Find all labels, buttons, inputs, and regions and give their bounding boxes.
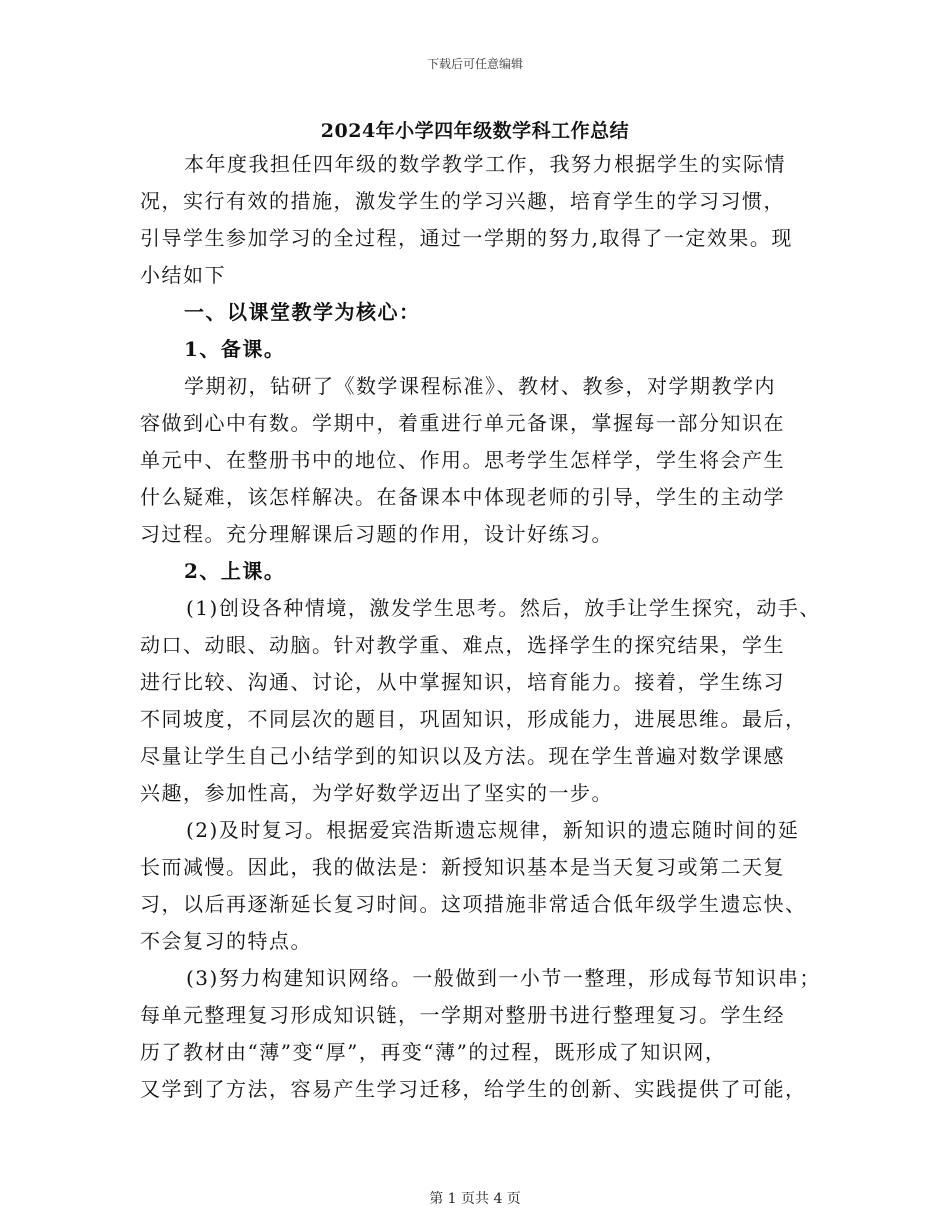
paragraph-line: (3)努力构建知识网络。一般做到一小节一整理，形成每节知识串； — [186, 966, 821, 990]
paragraph-line: 历了教材由“薄”变“厚”，再变“薄”的过程，既形成了知识网， — [140, 1040, 727, 1064]
paragraph-line: 单元中、在整册书中的地位、作用。思考学生怎样学，学生将会产生 — [140, 448, 785, 472]
document-body — [140, 146, 830, 1108]
header-note: 下载后可任意编辑 — [426, 57, 523, 71]
paragraph-line: 什么疑难，该怎样解决。在备课本中体现老师的引导，学生的主动学 — [140, 485, 785, 509]
paragraph-line: 进行比较、沟通、讨论，从中掌握知识，培育能力。接着，学生练习 — [140, 670, 785, 694]
paragraph-line: 尽量让学生自己小结学到的知识以及方法。现在学生普遍对数学课感 — [140, 744, 785, 768]
paragraph-line: 本年度我担任四年级的数学教学工作，我努力根据学生的实际情 — [184, 152, 786, 176]
paragraph-line: 不会复习的特点。 — [140, 929, 312, 953]
document-title: 2024年小学四年级数学科工作总结 — [320, 120, 630, 142]
paragraph-line: 每单元整理复习形成知识链，一学期对整册书进行整理复习。学生经 — [140, 1003, 785, 1027]
paragraph-line: 况，实行有效的措施，激发学生的学习兴趣，培育学生的学习习惯， — [140, 189, 785, 213]
page-number: 第 1 页共 4 页 — [429, 1191, 521, 1207]
paragraph-line: (1)创设各种情境，激发学生思考。然后，放手让学生探究，动手、 — [186, 596, 821, 620]
paragraph-line: 引导学生参加学习的全过程，通过一学期的努力,取得了一定效果。现 — [140, 226, 793, 250]
paragraph-line: 兴趣，参加性高，为学好数学迈出了坚实的一步。 — [140, 781, 613, 805]
paragraph-line: 长而减慢。因此，我的做法是：新授知识基本是当天复习或第二天复 — [140, 855, 785, 879]
paragraph-line: (2)及时复习。根据爱宾浩斯遗忘规律，新知识的遗忘随时间的延 — [186, 818, 800, 842]
section-heading: 一、以课堂教学为核心： — [184, 300, 421, 324]
paragraph-line: 小结如下 — [140, 263, 226, 287]
subsection-heading: 1、备课。 — [184, 337, 286, 361]
paragraph-line: 习过程。充分理解课后习题的作用，设计好练习。 — [140, 522, 613, 546]
paragraph-line: 容做到心中有数。学期中，着重进行单元备课，掌握每一部分知识在 — [140, 411, 785, 435]
paragraph-line: 习，以后再逐渐延长复习时间。这项措施非常适合低年级学生遗忘快、 — [140, 892, 807, 916]
paragraph-line: 又学到了方法，容易产生学习迁移，给学生的创新、实践提供了可能， — [140, 1077, 807, 1101]
paragraph-line: 动口、动眼、动脑。针对教学重、难点，选择学生的探究结果，学生 — [140, 633, 785, 657]
paragraph-line: 不同坡度，不同层次的题目，巩固知识，形成能力，进展思维。最后， — [140, 707, 807, 731]
subsection-heading: 2、上课。 — [184, 559, 286, 583]
paragraph-line: 学期初，钻研了《数学课程标准》、教材、教参，对学期教学内 — [184, 374, 776, 398]
